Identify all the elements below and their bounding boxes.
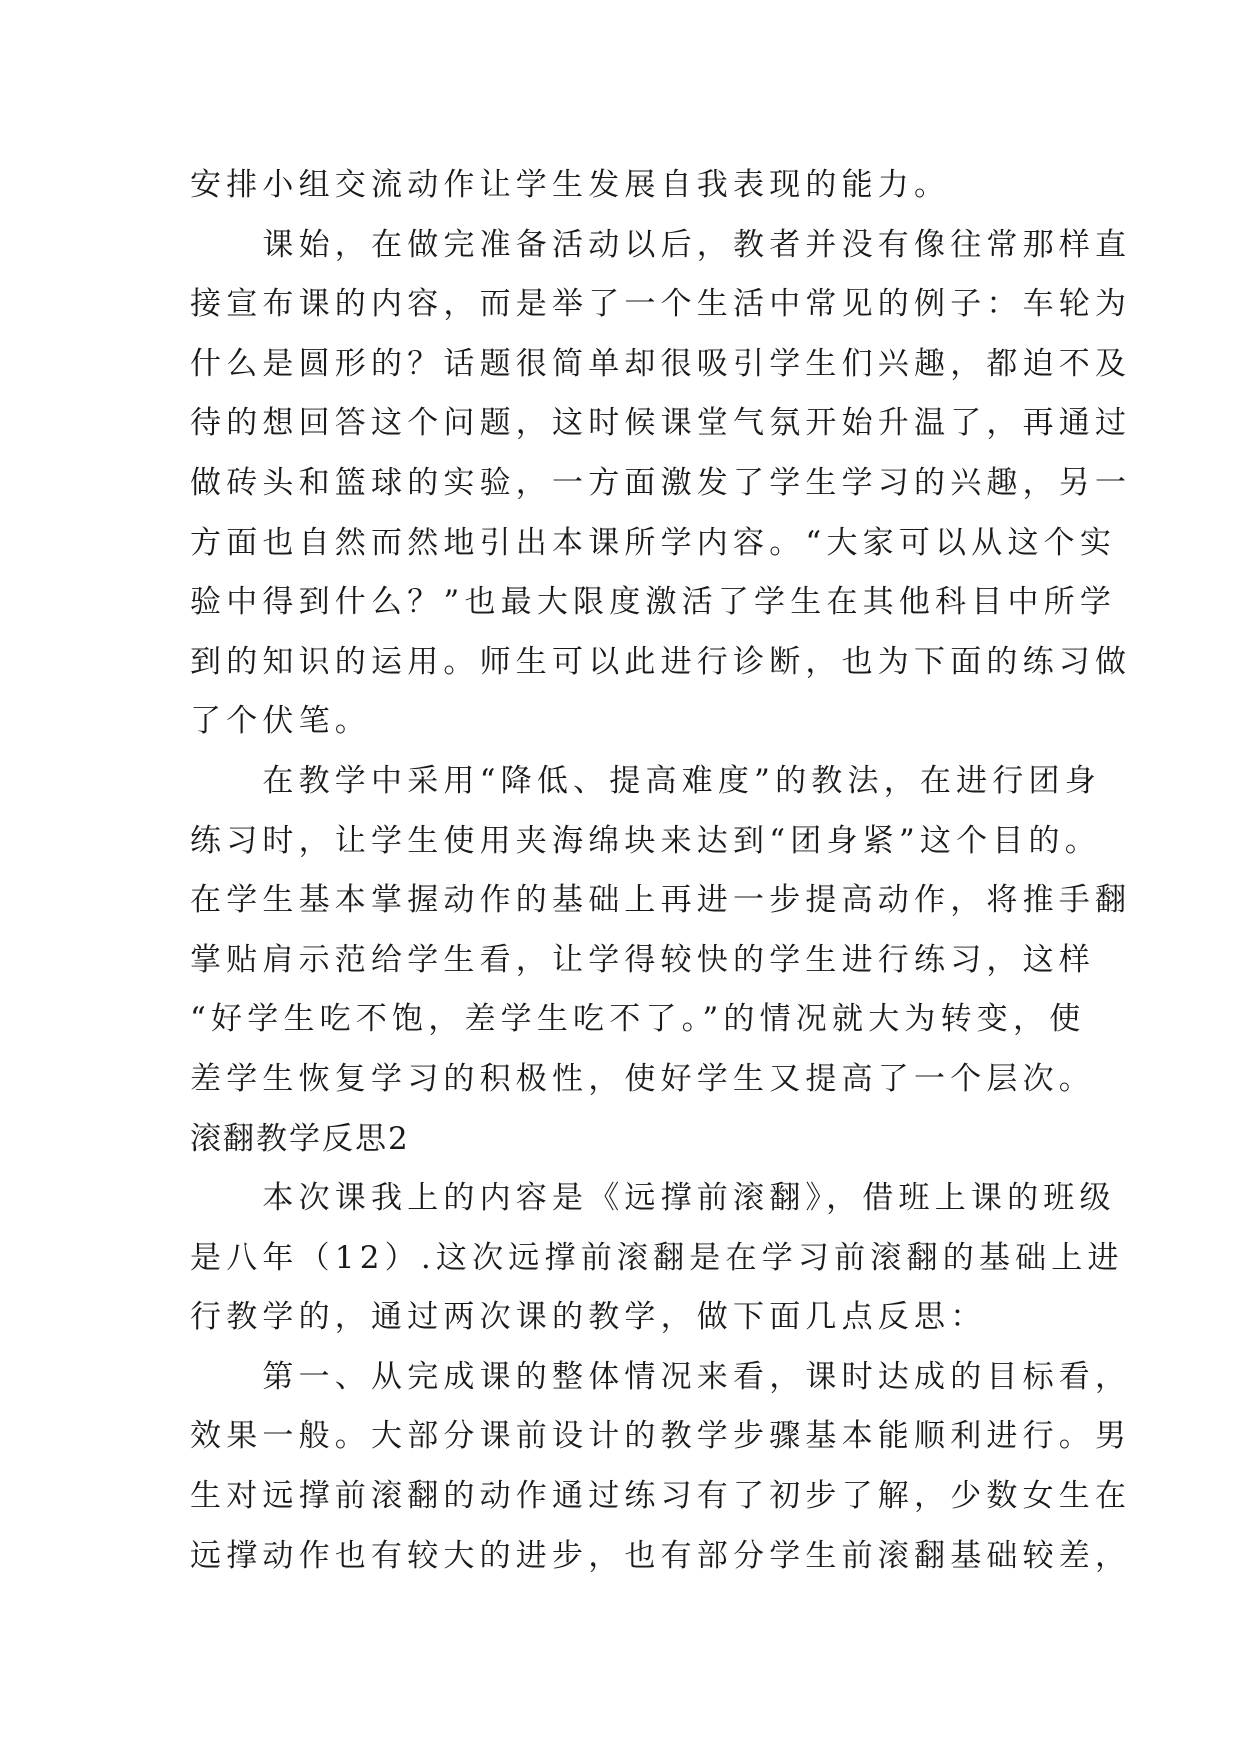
text-line: 什么是圆形的？话题很简单却很吸引学生们兴趣，都迫不及 <box>190 345 1132 382</box>
text-line: 在学生基本掌握动作的基础上再进一步提高动作，将推手翻 <box>190 882 1132 919</box>
text-line: 是八年（12）.这次远撑前滚翻是在学习前滚翻的基础上进 <box>190 1239 1124 1276</box>
text-line: 了个伏笔。 <box>190 703 371 740</box>
text-line: 远撑动作也有较大的进步，也有部分学生前滚翻基础较差， <box>190 1537 1132 1574</box>
text-line: 做砖头和篮球的实验，一方面激发了学生学习的兴趣，另一 <box>190 464 1132 501</box>
text-line: 待的想回答这个问题，这时候课堂气氛开始升温了，再通过 <box>190 405 1132 442</box>
text-line: 效果一般。大部分课前设计的教学步骤基本能顺利进行。男 <box>190 1418 1132 1455</box>
text-line: 在教学中采用“降低、提高难度”的教法，在进行团身 <box>190 762 1101 799</box>
text-line: 接宣布课的内容，而是举了一个生活中常见的例子：车轮为 <box>190 286 1132 323</box>
text-line: 练习时，让学生使用夹海绵块来达到“团身紧”这个目的。 <box>190 822 1101 859</box>
text-line: 掌贴肩示范给学生看，让学得较快的学生进行练习，这样 <box>190 941 1095 978</box>
text-line: “好学生吃不饱，差学生吃不了。”的情况就大为转变，使 <box>190 1001 1086 1038</box>
text-line: 差学生恢复学习的积极性，使好学生又提高了一个层次。 <box>190 1060 1095 1097</box>
text-line: 验中得到什么？”也最大限度激活了学生在其他科目中所学 <box>190 584 1117 621</box>
text-line: 本次课我上的内容是《远撑前滚翻》，借班上课的班级 <box>190 1180 1116 1217</box>
text-line: 方面也自然而然地引出本课所学内容。“大家可以从这个实 <box>190 524 1117 561</box>
section-heading: 滚翻教学反思2 <box>190 1120 410 1157</box>
text-line: 生对远撑前滚翻的动作通过练习有了初步了解，少数女生在 <box>190 1478 1132 1515</box>
text-line: 安排小组交流动作让学生发展自我表现的能力。 <box>190 167 951 203</box>
text-line: 第一、从完成课的整体情况来看，课时达成的目标看， <box>190 1358 1132 1395</box>
text-line: 到的知识的运用。师生可以此进行诊断，也为下面的练习做 <box>190 643 1132 680</box>
document-body <box>190 156 1132 1586</box>
text-line: 课始，在做完准备活动以后，教者并没有像往常那样直 <box>190 226 1132 263</box>
text-line: 行教学的，通过两次课的教学，做下面几点反思： <box>190 1299 987 1336</box>
